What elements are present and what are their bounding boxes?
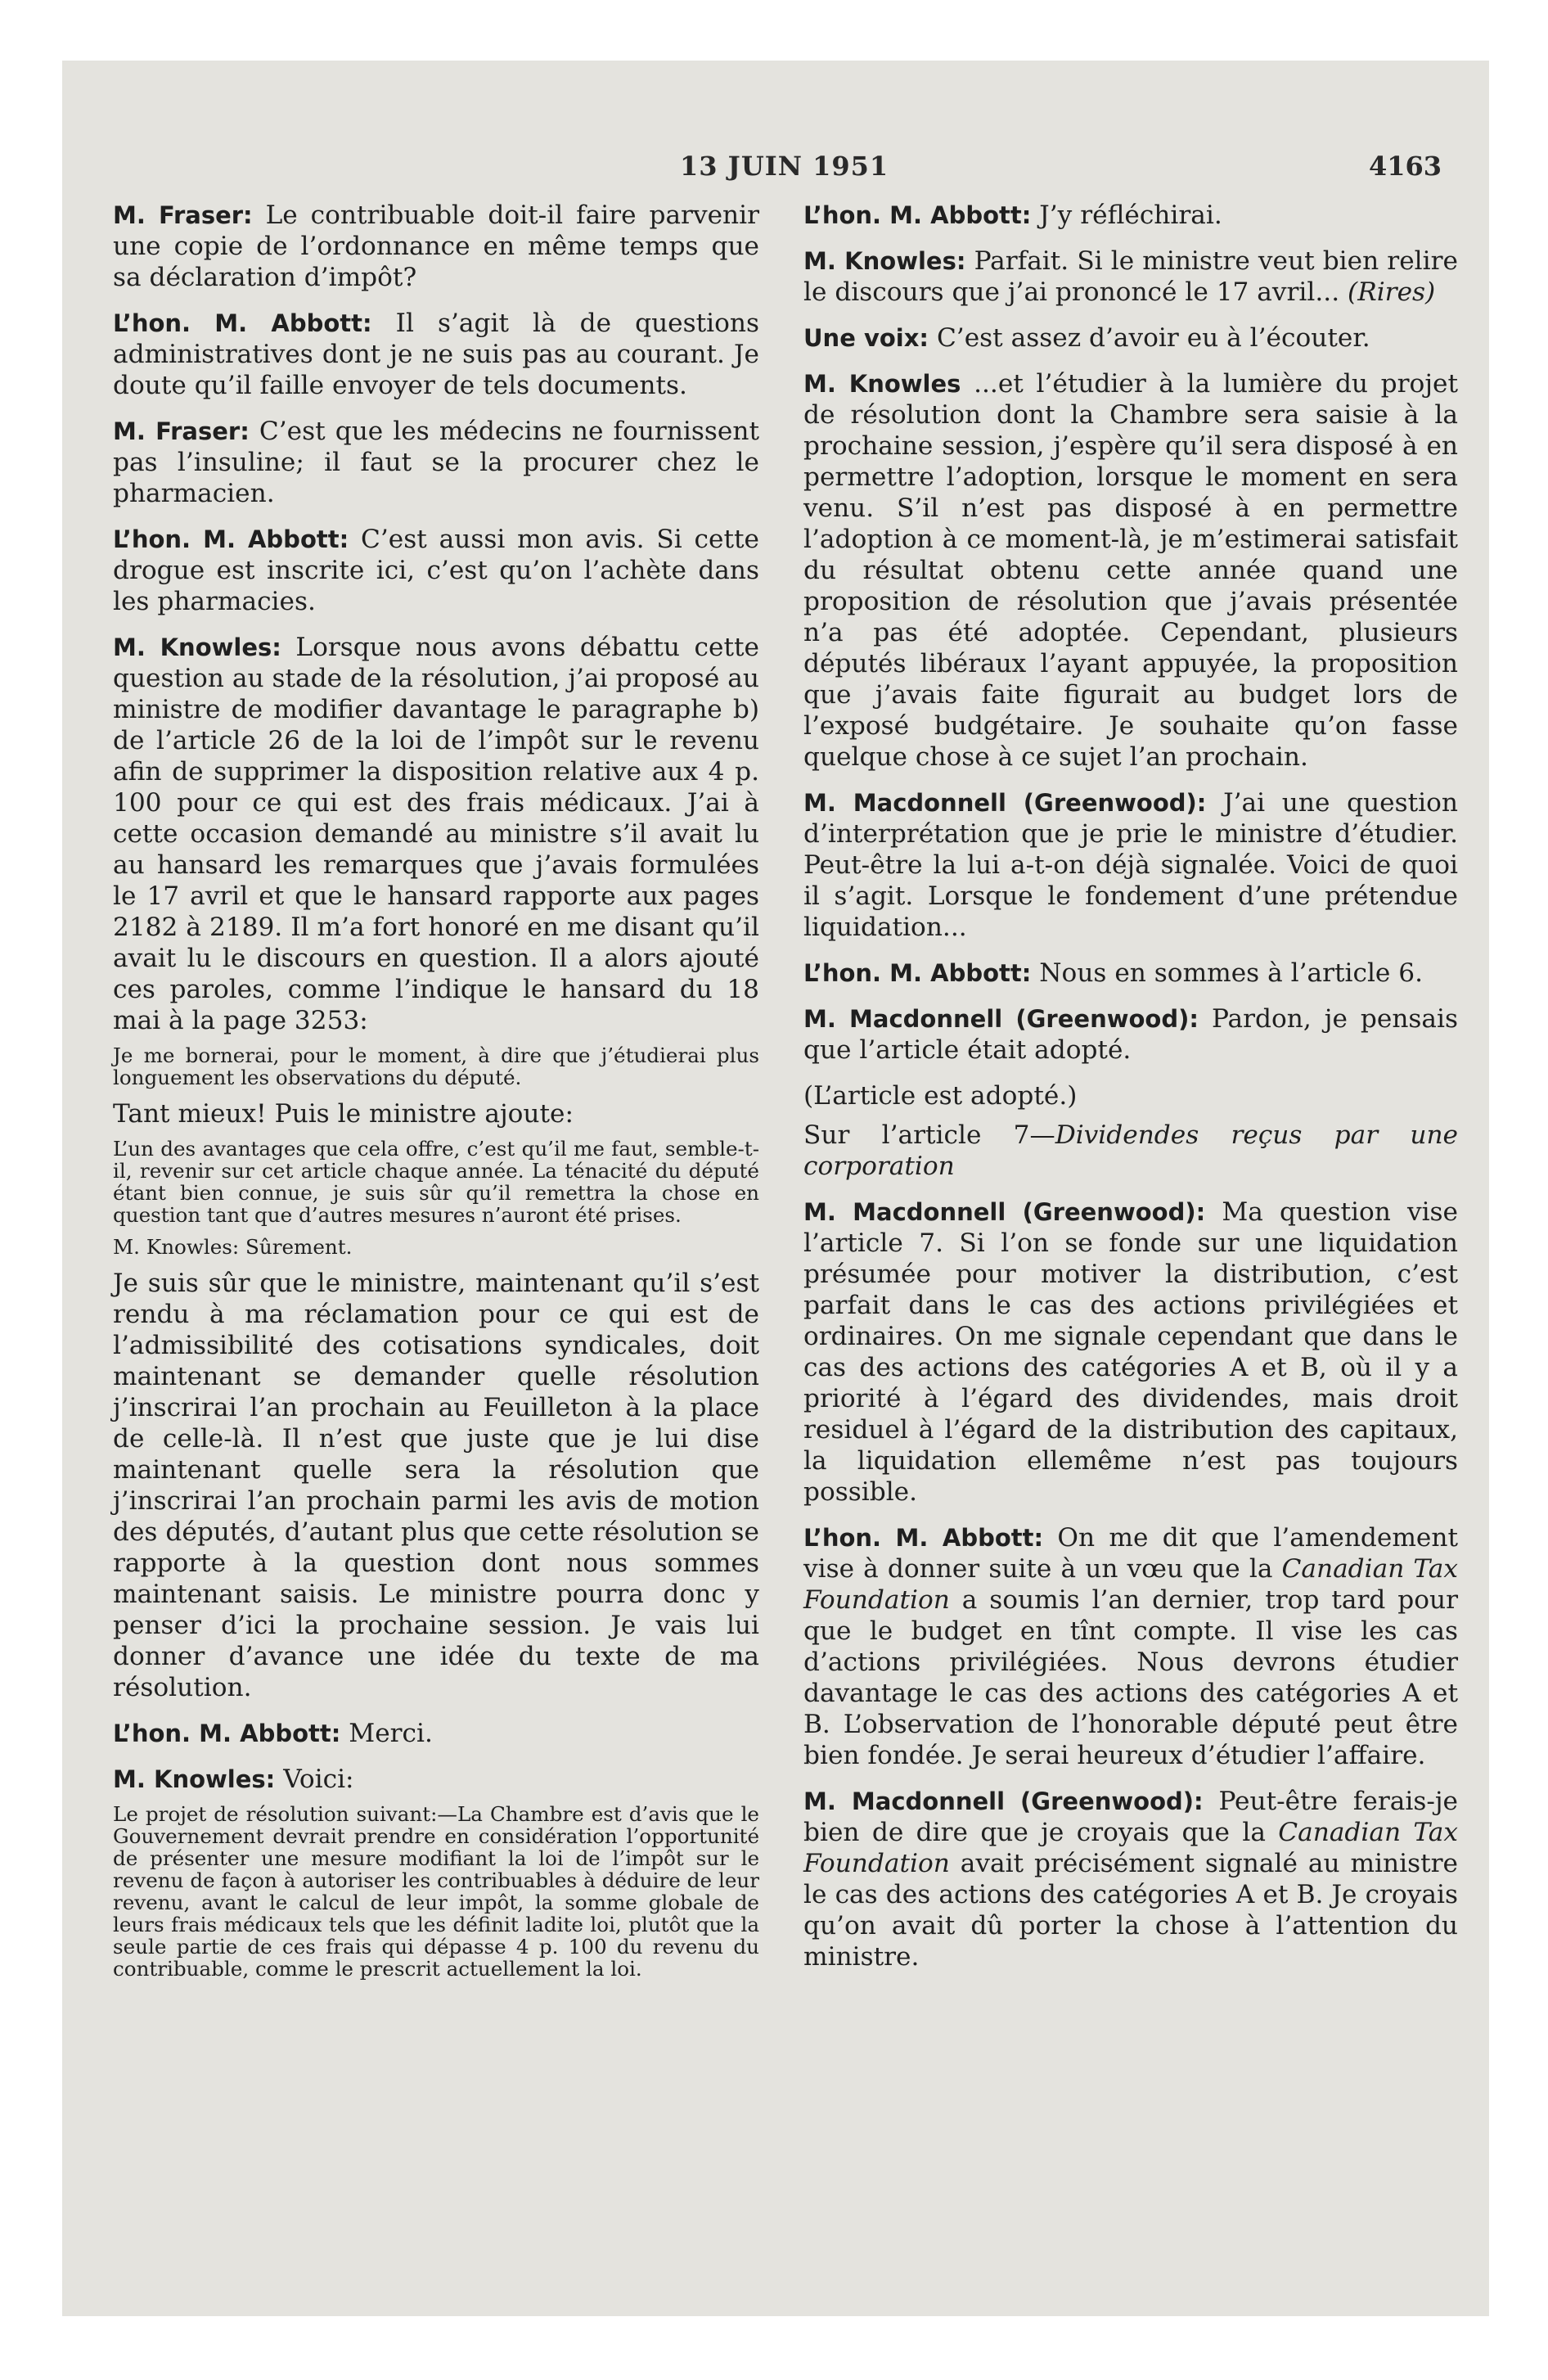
speaker-name: L’hon. M. Abbott:: [113, 309, 372, 337]
header-date: 13 JUIN 1951: [680, 151, 889, 182]
paragraph: [803, 368, 1458, 773]
speaker-name: M. Knowles:: [803, 247, 966, 275]
speaker-name: M. Macdonnell (Greenwood):: [803, 1787, 1204, 1815]
paragraph: [113, 200, 759, 293]
speaker-name: L’hon. M. Abbott:: [803, 1524, 1044, 1552]
italic-text: Dividendes reçus par une corporation: [803, 1120, 1458, 1181]
paragraph-text: On me dit que l’amendement vise à donner suite à un vœu que la: [803, 1523, 1458, 1584]
speaker-name: L’hon. M. Abbott:: [803, 959, 1032, 987]
paragraph: [803, 322, 1458, 354]
quoted-passage: [113, 1236, 759, 1258]
speaker-name: Une voix:: [803, 324, 929, 352]
paragraph-text: Ma question vise l’article 7. Si l’on se fonde sur une liquidation présumée pour motiver la distribution, c’est parfait dans le cas des actions privilégiées et ordinaires. On me signale cependant que dans le cas des actions des catégories A et B, où il y a priorité à l’égard des dividendes, mais droit residuel à l’égard de la distribution des capitaux, la liquidation ellemême n’est pas toujours possible.: [803, 1197, 1458, 1507]
paragraph-text: a soumis l’an dernier, trop tard pour que le budget en tînt compte. Il vise les cas d’actions privilégiées. Nous devrons étudier davantage le cas des actions des catégories A et B. L’observation de l’honorable député peut être bien fondée. Je serai heureux d’étudier l’affaire.: [803, 1585, 1458, 1770]
speaker-name: M. Macdonnell (Greenwood):: [803, 1005, 1199, 1033]
speaker-name: M. Knowles:: [113, 1235, 240, 1259]
paragraph-text: Sur l’article 7—: [803, 1120, 1055, 1150]
paragraph-text: Merci.: [340, 1719, 433, 1748]
page-number: 4163: [1368, 151, 1442, 182]
paragraph: [113, 308, 759, 401]
paragraph: (L’article est adopté.): [803, 1081, 1078, 1111]
paragraph-text: C’est que les médecins ne fournissent pas l’insuline; il faut se la procurer chez le pharmacien.: [113, 417, 759, 508]
paragraph-text: Parfait. Si le ministre veut bien relire le discours que j’ai prononcé le 17 avril...: [803, 246, 1458, 307]
paragraph-text: Pardon, je pensais que l’article était adopté.: [803, 1004, 1458, 1065]
speaker-name: M. Knowles: [803, 370, 961, 398]
paragraph: [803, 246, 1458, 308]
paragraph: [113, 632, 759, 1036]
paragraph-text: Voici:: [275, 1765, 354, 1794]
quoted-passage: L’un des avantages que cela offre, c’est qu’il me faut, semble-t-il, revenir sur cet article chaque année. La ténacité du député étant bien connue, je suis sûr qu’il remettra la chose en question tant que d’autres mesures n’auront été prises.: [113, 1137, 759, 1227]
paragraph: Je suis sûr que le ministre, maintenant qu’il s’est rendu à ma réclamation pour ce qui est de l’admissibilité des cotisations syndicales, doit maintenant se demander quelle résolution j’inscrirai l’an prochain au Feuilleton à la place de celle-là. Il n’est que juste que je lui dise maintenant quelle sera la résolution que j’inscrirai l’an prochain parmi les avis de motion des députés, d’autant plus que cette résolution se rapporte à la question dont nous sommes maintenant saisis. Le ministre pourra donc y penser d’ici la prochaine session. Je vais lui donner d’avance une idée du texte de ma résolution.: [113, 1269, 759, 1702]
speaker-name: L’hon. M. Abbott:: [113, 525, 349, 553]
paragraph-text: C’est aussi mon avis. Si cette drogue est inscrite ici, c’est qu’on l’achète dans les pharmacies.: [113, 525, 759, 616]
right-column: [803, 200, 1458, 1987]
paragraph-text: ...et l’étudier à la lumière du projet de résolution dont la Chambre sera saisie à la prochaine session, j’espère qu’il sera disposé à en permettre l’adoption, lorsque le moment en sera venu. S’il n’est pas disposé à en permettre l’adoption à ce moment-là, je m’estimerai satisfait du résultat obtenu cette année quand une proposition de résolution que j’avais présentée n’a pas été adoptée. Cependant, plusieurs députés libéraux l’ayant appuyée, la proposition que j’avais faite figurait au budget lors de l’exposé budgétaire. Je souhaite qu’on fasse quelque chose à ce sujet l’an prochain.: [803, 369, 1458, 772]
paragraph: [803, 1786, 1458, 1972]
paragraph: [113, 1764, 759, 1795]
paragraph: [803, 200, 1458, 231]
paragraph-text: Lorsque nous avons débattu cette question au stade de la résolution, j’ai proposé au ministre de modifier davantage le paragraphe b) de l’article 26 de la loi de l’impôt sur le revenu afin de supprimer la disposition relative aux 4 p. 100 pour ce qui est des frais médicaux. J’ai à cette occasion demandé au ministre s’il avait lu au hansard les remarques que j’avais formulées le 17 avril et que le hansard rapporte aux pages 2182 à 2189. Il m’a fort honoré en me disant qu’il avait lu le discours en question. Il a alors ajouté ces paroles, comme l’indique le hansard du 18 mai à la page 3253:: [113, 633, 759, 1035]
paragraph-text: Sûrement.: [239, 1235, 353, 1259]
quoted-passage: Le projet de résolution suivant:—La Chambre est d’avis que le Gouvernement devrait prendre en considération l’opportunité de présenter une mesure modifiant la loi de l’impôt sur le revenu de façon à autoriser les contribuables à déduire de leur revenu, avant le calcul de leur impôt, la somme globale de leurs frais médicaux tels que les définit ladite loi, plutôt que la seule partie de ces frais qui dépasse 4 p. 100 du revenu du contribuable, comme le prescrit actuellement la loi.: [113, 1802, 759, 1981]
paragraph-text: J’ai une question d’interprétation que je prie le ministre d’étudier. Peut-être la lui a-t-on déjà signalée. Voici de quoi il s’agit. Lorsque le fondement d’une prétendue liquidation...: [803, 788, 1458, 942]
italic-text: Canadian Tax Foundation: [803, 1554, 1458, 1615]
quoted-passage: Je me bornerai, pour le moment, à dire que j’étudierai plus longuement les observations du député.: [113, 1044, 759, 1089]
paragraph: [113, 524, 759, 617]
paragraph-text: Le contribuable doit-il faire parvenir une copie de l’ordonnance en même temps que sa déclaration d’impôt?: [113, 201, 759, 292]
speaker-name: M. Macdonnell (Greenwood):: [803, 789, 1207, 817]
paragraph-text: C’est assez d’avoir eu à l’écouter.: [929, 323, 1370, 353]
paragraph: [803, 1120, 1458, 1182]
paragraph-text: J’y réfléchirai.: [1031, 201, 1222, 230]
left-column: [113, 200, 759, 1990]
paragraph-text: Peut-être ferais-je bien de dire que je croyais que la: [803, 1787, 1459, 1847]
paragraph: [113, 1718, 759, 1749]
speaker-name: M. Fraser:: [113, 201, 253, 229]
running-header: [62, 151, 1489, 183]
speaker-name: M. Knowles:: [113, 633, 281, 661]
paragraph: [113, 416, 759, 509]
paragraph-text: Il s’agit là de questions administratives dont je ne suis pas au courant. Je doute qu’il faille envoyer de tels documents.: [113, 309, 759, 400]
paragraph: [803, 1197, 1458, 1508]
document-page: [62, 61, 1489, 2316]
paragraph-text: Nous en sommes à l’article 6.: [1031, 958, 1424, 988]
paragraph-text: avait précisément signalé au ministre le cas des actions des catégories A et B. Je croyais qu’on avait dû porter la chose à l’attention du ministre.: [803, 1849, 1458, 1972]
speaker-name: M. Macdonnell (Greenwood):: [803, 1198, 1206, 1226]
italic-text: (Rires): [1348, 277, 1436, 307]
speaker-name: M. Fraser:: [113, 417, 250, 445]
paragraph: Tant mieux! Puis le ministre ajoute:: [113, 1099, 574, 1129]
speaker-name: L’hon. M. Abbott:: [113, 1720, 341, 1747]
paragraph: [803, 787, 1458, 943]
speaker-name: L’hon. M. Abbott:: [803, 201, 1032, 229]
paragraph: [803, 1003, 1458, 1066]
speaker-name: M. Knowles:: [113, 1765, 276, 1793]
paragraph: [803, 1522, 1458, 1771]
paragraph: [803, 958, 1458, 989]
italic-text: Canadian Tax Foundation: [803, 1818, 1458, 1878]
